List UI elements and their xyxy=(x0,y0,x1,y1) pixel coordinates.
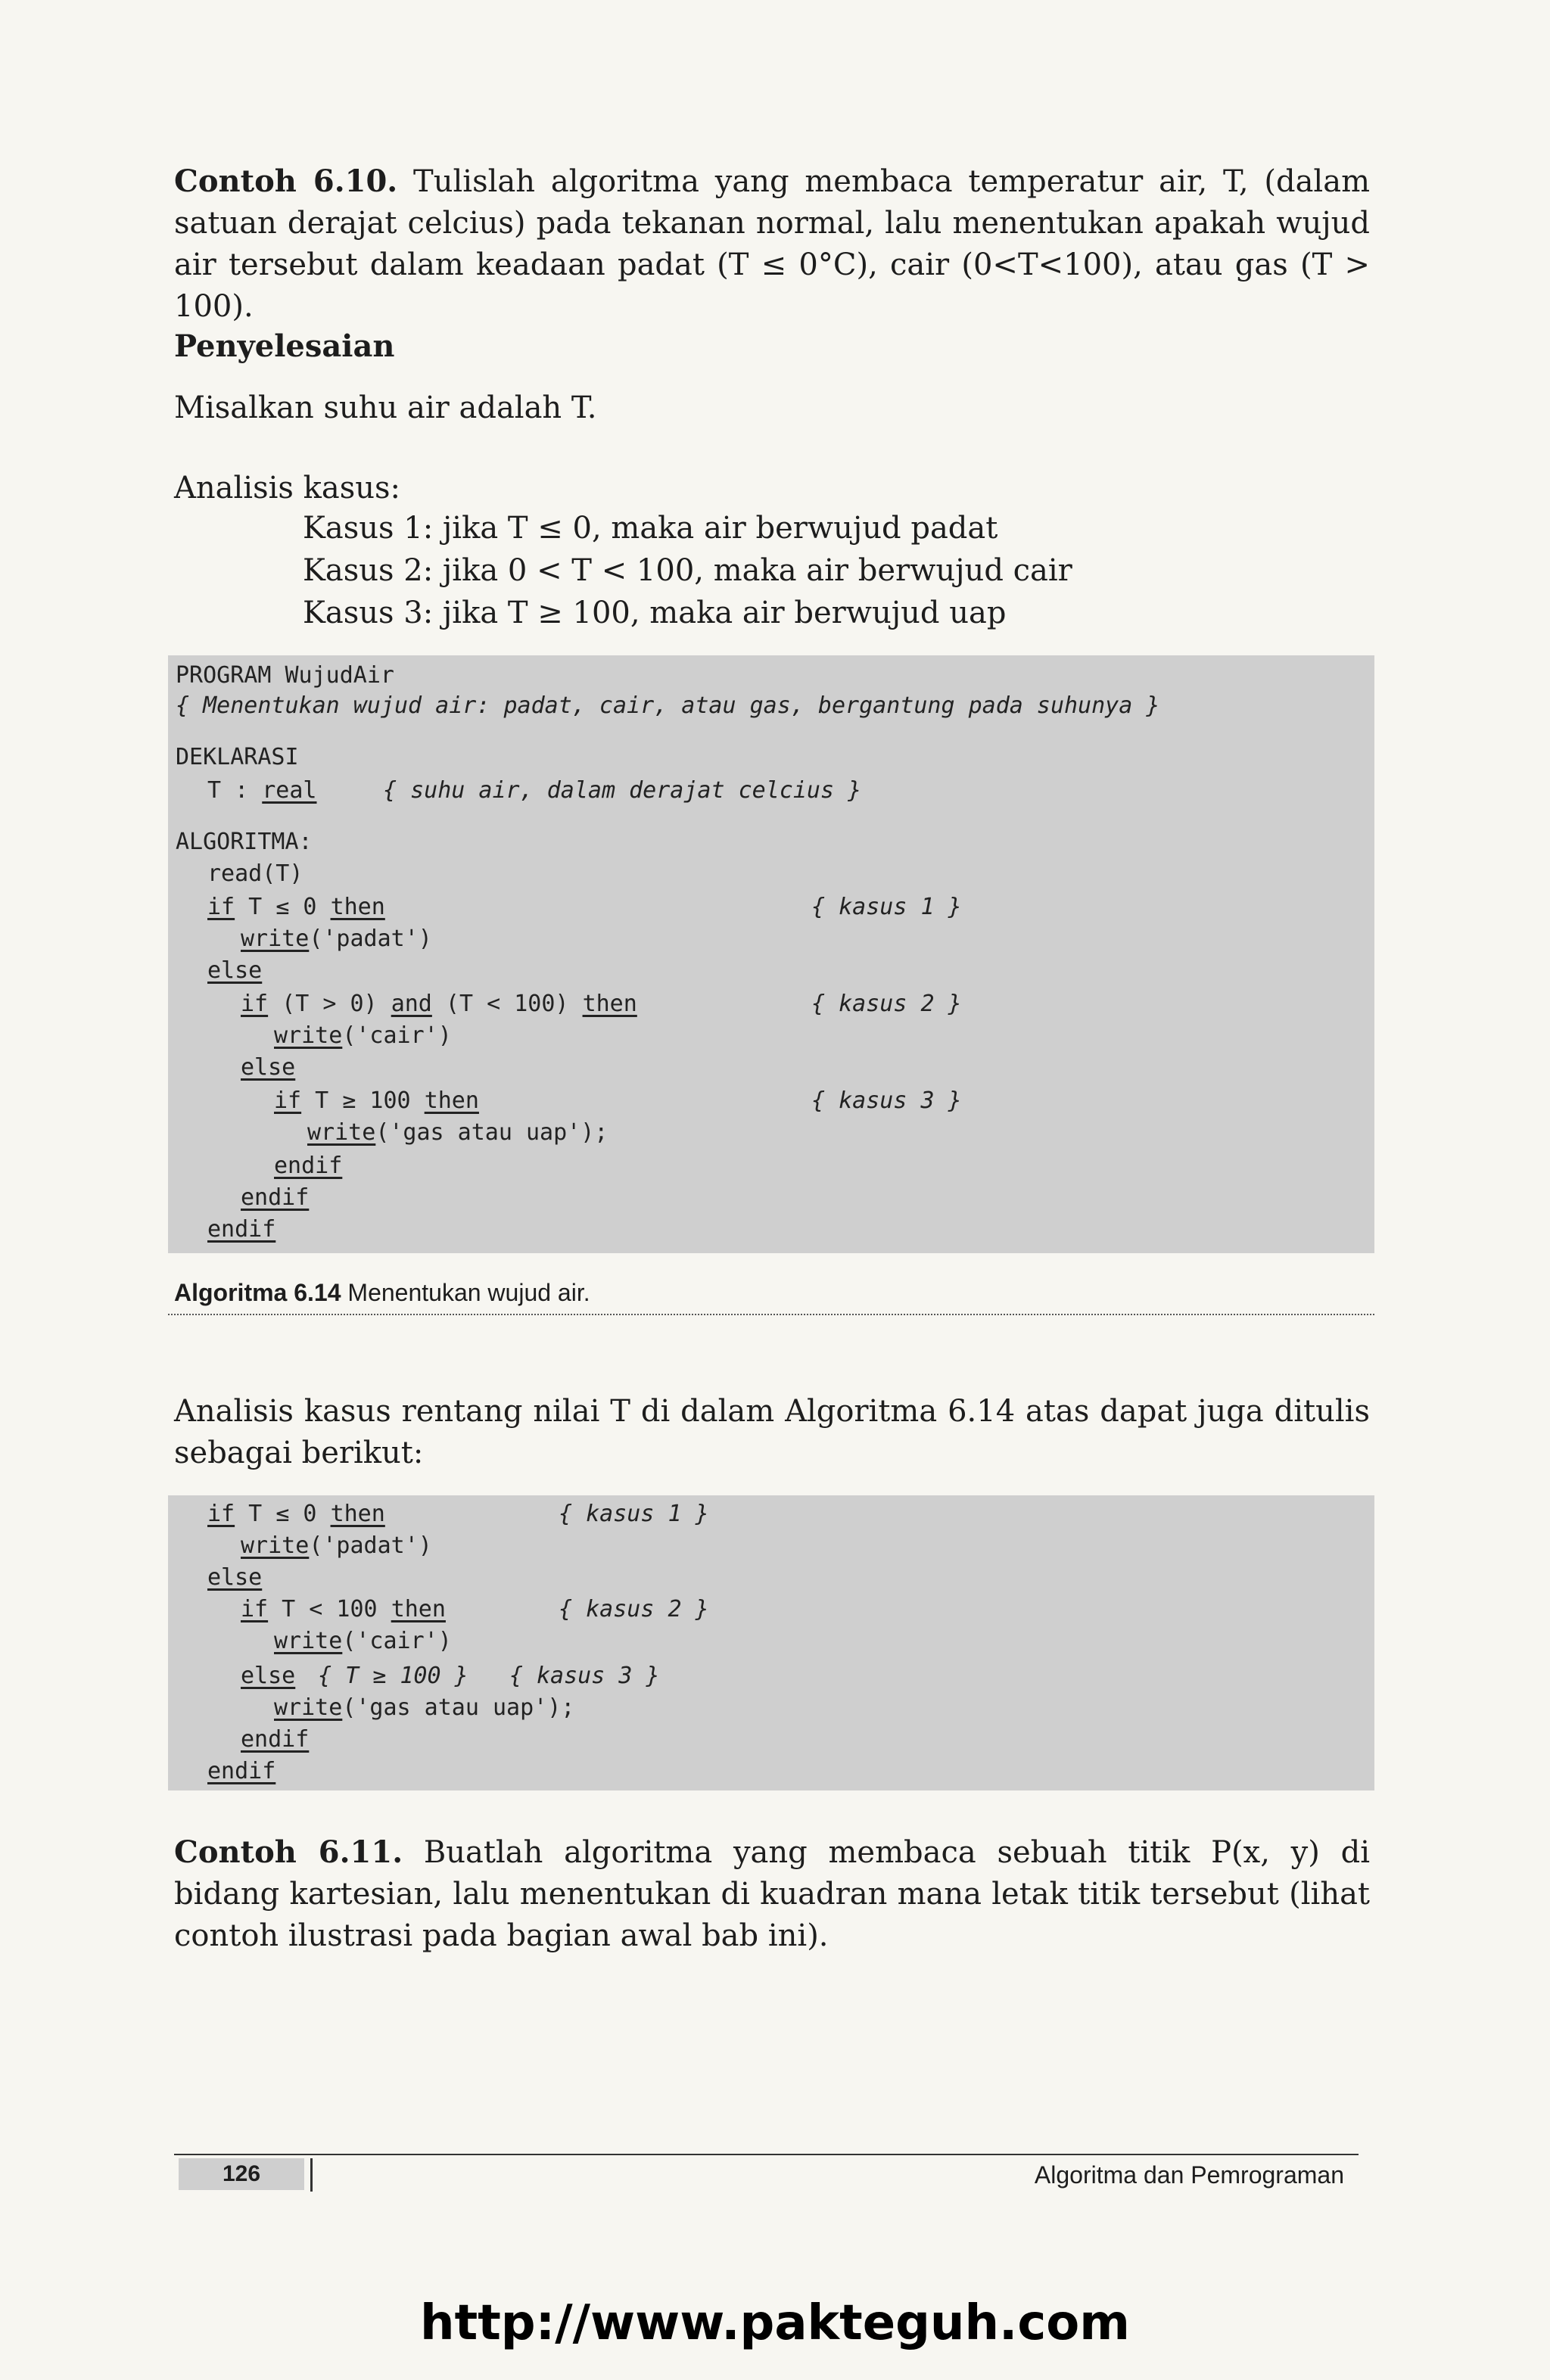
example-6-10 xyxy=(174,160,1370,328)
code-line: ALGORITMA: xyxy=(176,829,313,855)
case-item: Kasus 2: jika 0 < T < 100, maka air berwujud cair xyxy=(303,553,1072,588)
caption-divider xyxy=(168,1314,1374,1315)
caption-label: Algoritma 6.14 xyxy=(174,1279,341,1306)
solution-intro: Misalkan suhu air adalah T. xyxy=(174,390,597,425)
code-line: write('gas atau uap'); xyxy=(274,1694,575,1721)
watermark-url[interactable]: http://www.pakteguh.com xyxy=(420,2295,1130,2351)
code-line: write('cair') xyxy=(274,1022,452,1049)
code-line: if T ≤ 0 then xyxy=(207,894,385,920)
code-line: read(T) xyxy=(207,860,303,887)
example-label: Contoh 6.11. xyxy=(174,1834,403,1870)
code-line: if T ≥ 100 then xyxy=(274,1087,479,1114)
case-analysis-label: Analisis kasus: xyxy=(174,471,401,506)
page-number: 126 xyxy=(179,2158,304,2190)
code-comment: { kasus 2 } xyxy=(811,991,962,1017)
code-line: else xyxy=(241,1663,296,1689)
case-item: Kasus 1: jika T ≤ 0, maka air berwujud padat xyxy=(303,511,998,546)
footer-rule xyxy=(174,2154,1359,2155)
code-line: endif xyxy=(274,1153,343,1179)
code-line: else xyxy=(207,957,263,984)
code-comment: { kasus 1 } xyxy=(559,1501,709,1527)
alternative-code xyxy=(168,1495,1374,1790)
code-line: if (T > 0) and (T < 100) then xyxy=(241,991,637,1017)
code-line: endif xyxy=(241,1726,310,1753)
code-line: else xyxy=(207,1564,263,1591)
range-analysis-text: Analisis kasus rentang nilai T di dalam Algoritma 6.14 atas dapat juga ditulis sebagai berikut: xyxy=(174,1394,1370,1470)
footer-divider xyxy=(310,2158,313,2192)
code-line: DEKLARASI xyxy=(176,744,299,770)
code-comment: { T ≥ 100 } { kasus 3 } xyxy=(318,1663,660,1689)
example-label: Contoh 6.10. xyxy=(174,163,398,199)
example-text: Tulislah algoritma yang membaca temperatur air, T, (dalam satuan derajat celcius) pada tekanan normal, lalu menentukan apakah wujud air tersebut dalam keadaan padat (T ≤ 0°C), cair (0<T<100), atau gas (T > 100). xyxy=(174,164,1370,324)
code-line: if T < 100 then xyxy=(241,1596,446,1622)
case-list xyxy=(303,507,1072,634)
code-comment: { Menentukan wujud air: padat, cair, atau gas, bergantung pada suhunya } xyxy=(176,692,1160,719)
solution-heading: Penyelesaian xyxy=(174,328,395,364)
code-line: endif xyxy=(207,1216,276,1243)
code-comment: { suhu air, dalam derajat celcius } xyxy=(383,777,862,804)
code-line: write('gas atau uap'); xyxy=(307,1119,608,1146)
code-line: write('padat') xyxy=(241,1532,432,1559)
code-line: PROGRAM WujudAir xyxy=(176,662,394,689)
code-line: endif xyxy=(241,1184,310,1211)
running-title: Algoritma dan Pemrograman xyxy=(1034,2161,1344,2189)
caption-text: Menentukan wujud air. xyxy=(347,1279,590,1306)
algorithm-6-14-code xyxy=(168,655,1374,1253)
example-text: Buatlah algoritma yang membaca sebuah titik P(x, y) di bidang kartesian, lalu menentukan di kuadran mana letak titik tersebut (lihat contoh ilustrasi pada bagian awal bab ini). xyxy=(174,1835,1370,1953)
code-line: endif xyxy=(207,1758,276,1784)
code-line: if T ≤ 0 then xyxy=(207,1501,385,1527)
code-line: T : real xyxy=(207,777,317,804)
case-item: Kasus 3: jika T ≥ 100, maka air berwujud uap xyxy=(303,596,1007,630)
code-line: write('padat') xyxy=(241,926,432,952)
code-line: write('cair') xyxy=(274,1628,452,1654)
code-line: else xyxy=(241,1054,296,1081)
code-comment: { kasus 1 } xyxy=(811,894,962,920)
code-comment: { kasus 2 } xyxy=(559,1596,709,1622)
example-6-11 xyxy=(174,1831,1370,1957)
algorithm-caption xyxy=(174,1277,590,1308)
code-comment: { kasus 3 } xyxy=(811,1087,962,1114)
